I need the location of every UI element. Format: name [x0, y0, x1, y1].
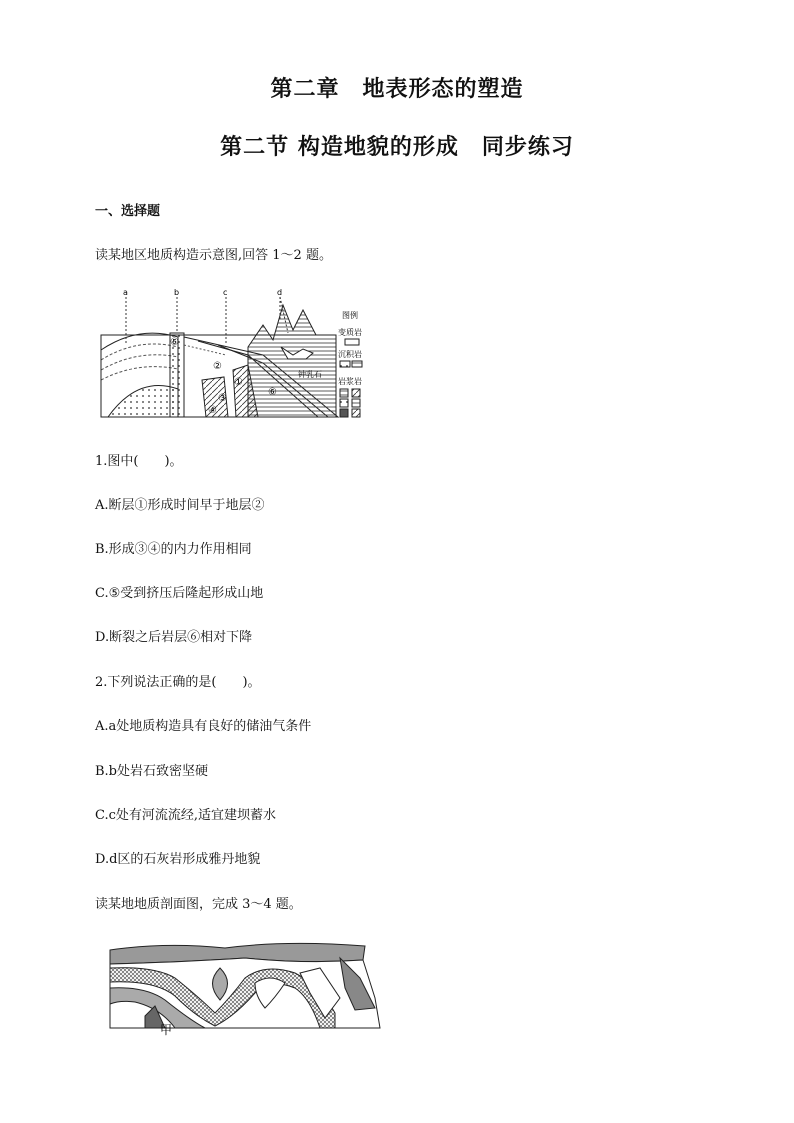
label-d: d	[277, 288, 283, 297]
legend-title: 图例	[342, 311, 358, 320]
number-5: ⑤	[170, 337, 179, 348]
legend-metamorphic: 变质岩	[338, 328, 362, 337]
q2-option-c: C.c处有河流流经,适宜建坝蓄水	[95, 808, 277, 823]
q2-option-a: A.a处地质构造具有良好的储油气条件	[95, 719, 312, 734]
number-3: ③	[218, 393, 227, 404]
number-1: ①	[234, 377, 243, 388]
legend-igneous: 岩浆岩	[338, 377, 362, 386]
number-2: ②	[213, 361, 222, 372]
label-a: a	[123, 288, 128, 297]
label-b: b	[174, 288, 180, 297]
q1-option-a: A.断层①形成时间早于地层②	[95, 498, 265, 513]
number-6: ⑥	[268, 387, 277, 398]
label-jia: 甲	[160, 1023, 173, 1037]
stalactite-label: 钟乳石	[298, 370, 322, 379]
q1-option-b: B.形成③④的内力作用相同	[95, 542, 252, 557]
legend-sedimentary: 沉积岩	[338, 350, 362, 359]
geology-structure-figure	[98, 285, 373, 425]
q1-stem: 1.图中( )。	[95, 454, 183, 469]
geology-cross-section-figure	[105, 938, 390, 1038]
section-title: 第二节 构造地貌的形成 同步练习	[220, 134, 574, 160]
chapter-title: 第二章 地表形态的塑造	[270, 76, 524, 102]
figure1-intro: 读某地区地质构造示意图,回答 1～2 题。	[95, 248, 332, 263]
question-type-heading: 一、选择题	[95, 204, 161, 219]
q1-option-c: C.⑤受到挤压后隆起形成山地	[95, 586, 264, 601]
q2-option-d: D.d区的石灰岩形成雅丹地貌	[95, 852, 261, 867]
q2-stem: 2.下列说法正确的是( )。	[95, 675, 261, 690]
q2-option-b: B.b处岩石致密坚硬	[95, 764, 209, 779]
label-c: c	[223, 288, 228, 297]
number-4: ④	[208, 405, 217, 416]
q1-option-d: D.断裂之后岩层⑥相对下降	[95, 630, 253, 645]
figure2-intro: 读某地地质剖面图，完成 3～4 题。	[95, 897, 302, 912]
